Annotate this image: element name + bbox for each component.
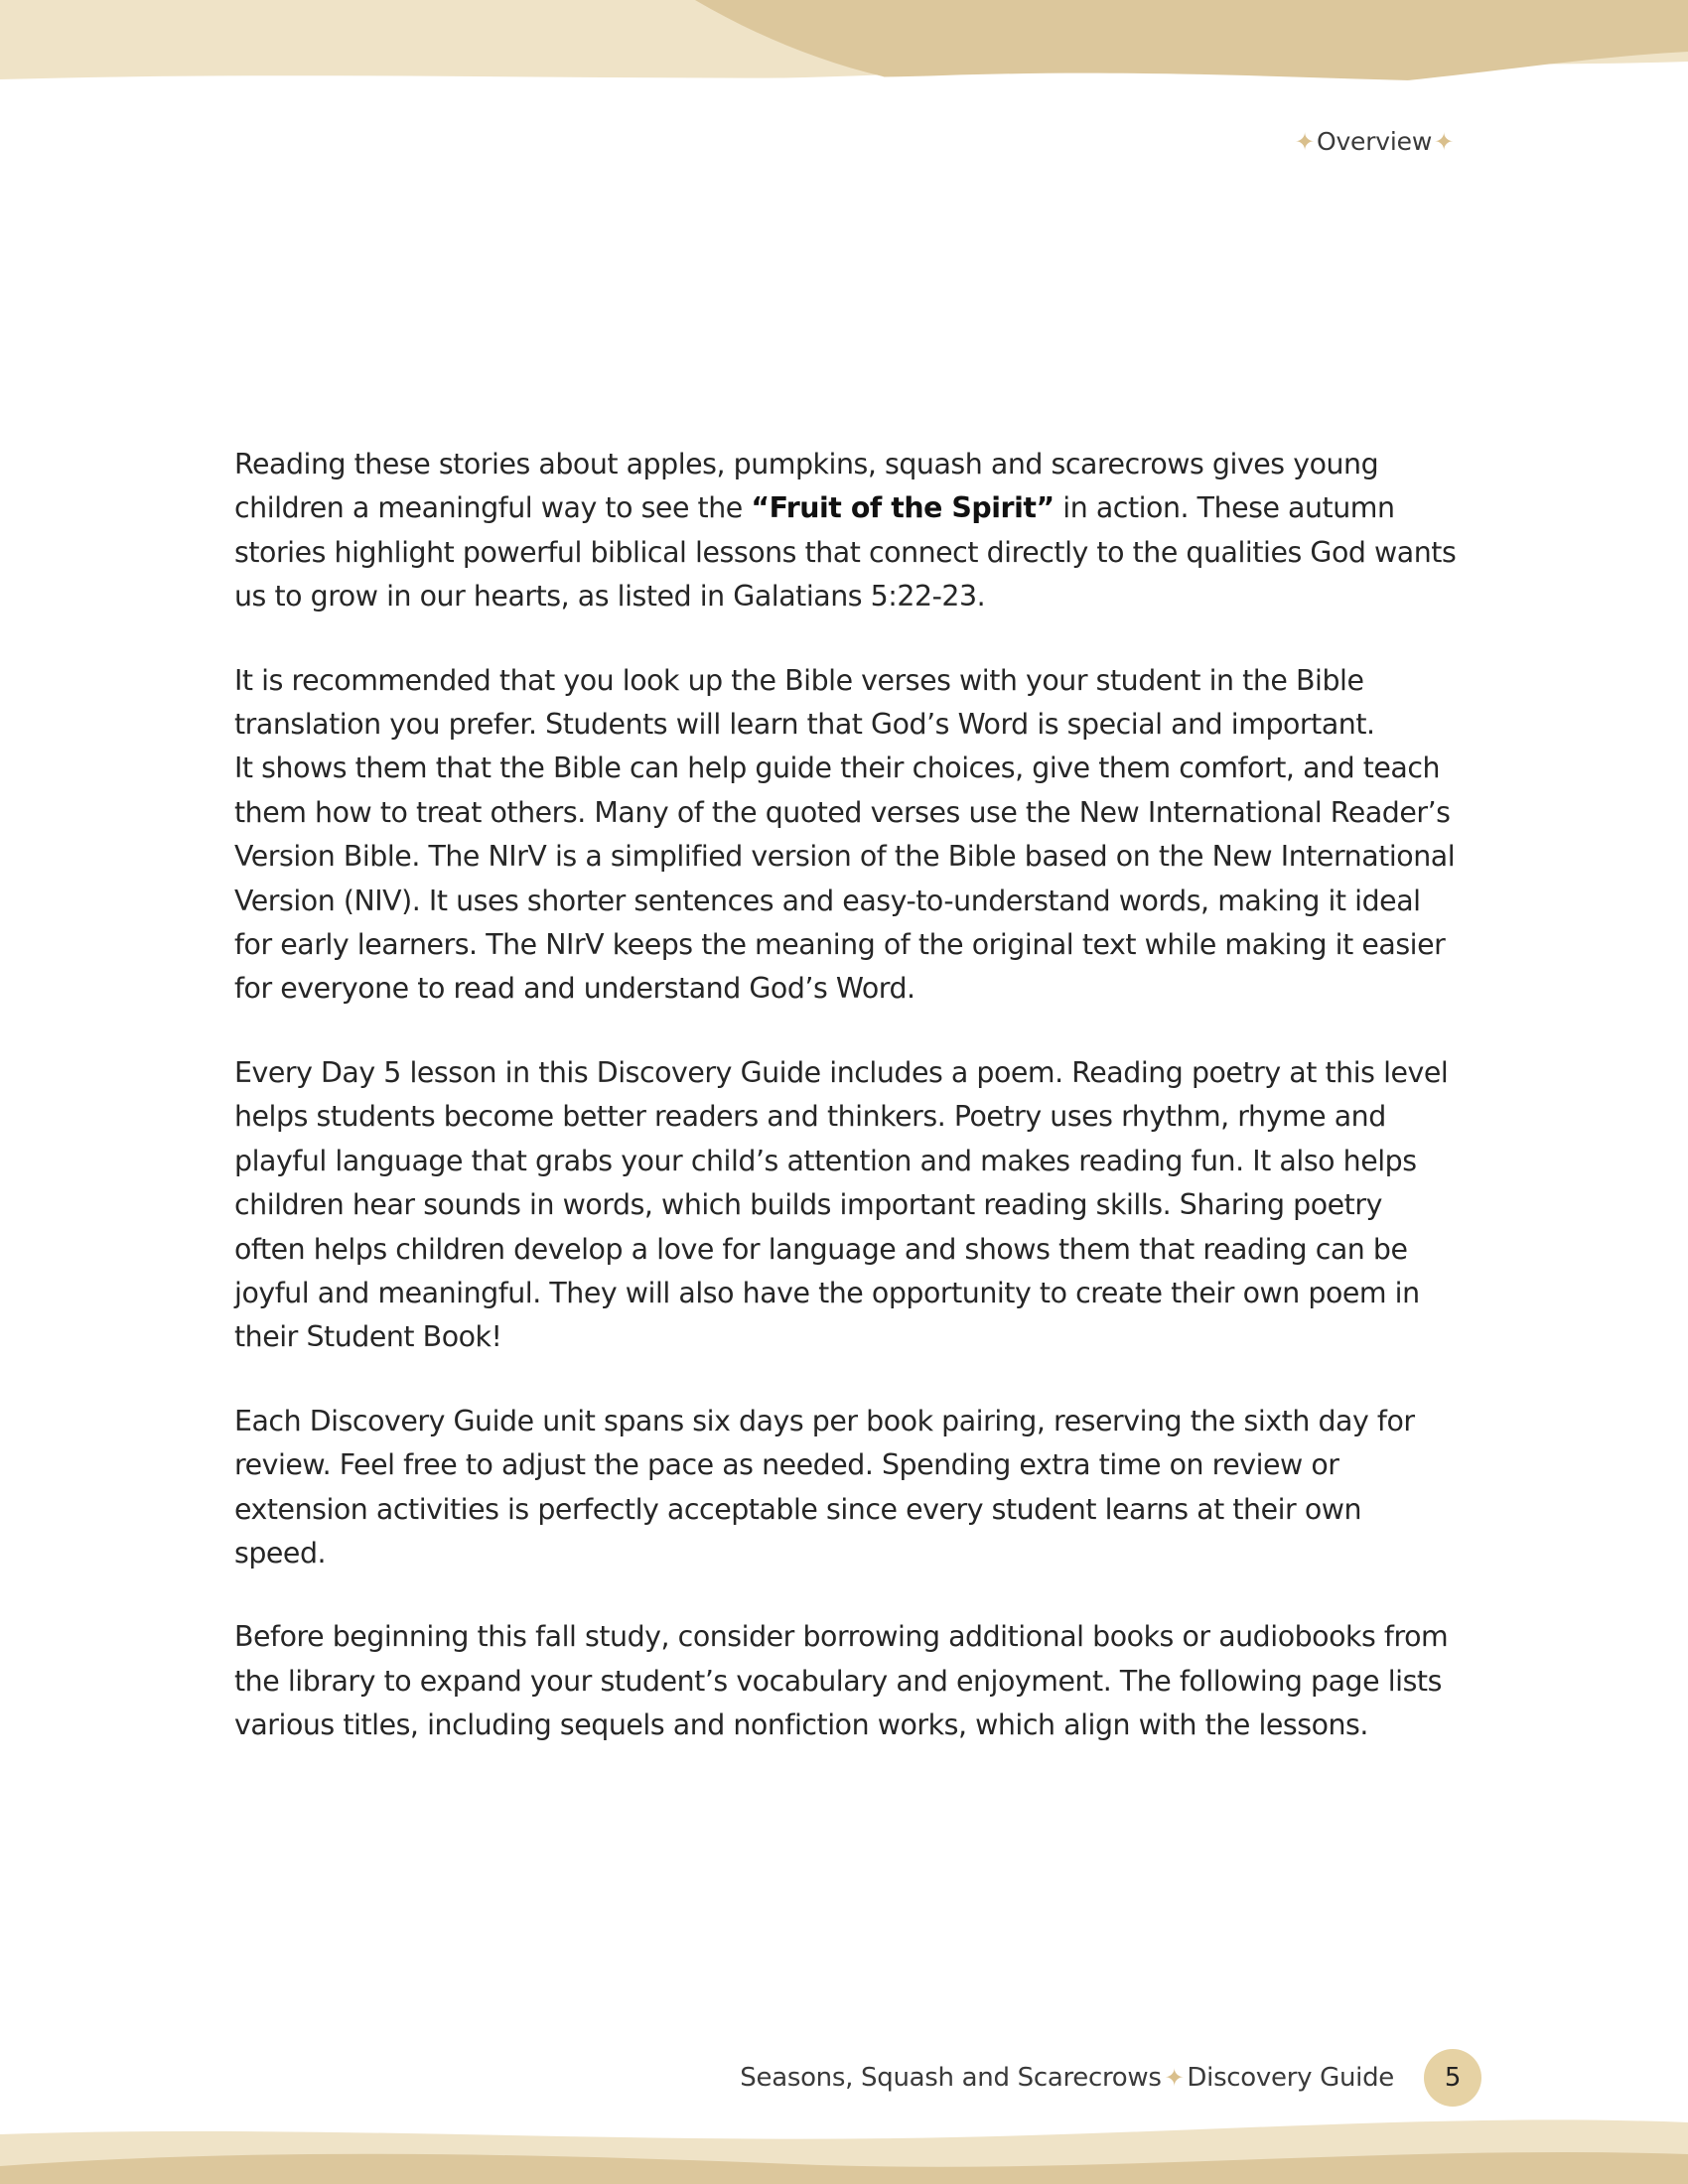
sparkle-icon: ✦ xyxy=(1434,127,1454,156)
paragraph-poetry: Every Day 5 lesson in this Discovery Guide includes a poem. Reading poetry at this level helps students become better readers and thinkers. Poetry uses rhythm, rhyme and playful language that grabs your child’s attention and makes reading fun. It also helps children hear sounds in words, which builds important reading skills. Sharing poetry often helps children develop a love for language and shows them that reading can be joyful and meaningful. They will also have the opportunity to create their own poem in their Student Book! xyxy=(234,1055,1449,1354)
top-wave-decoration xyxy=(0,0,1688,109)
footer-book-title: Seasons, Squash and Scarecrows xyxy=(740,2063,1162,2093)
sparkle-icon: ✦ xyxy=(1295,127,1315,156)
paragraph-library-books: Before beginning this fall study, consider borrowing additional books or audiobooks from the library to expand your student’s vocabulary and enjoyment. The following page lists various titles, including sequels and nonfiction works, which align with the lessons. xyxy=(234,1620,1449,1742)
body-content xyxy=(234,443,1461,1788)
bottom-wave-decoration xyxy=(0,2105,1688,2184)
page-footer xyxy=(740,2049,1481,2107)
bold-phrase: “Fruit of the Spirit” xyxy=(751,491,1055,525)
footer-guide-label: Discovery Guide xyxy=(1187,2063,1394,2093)
page-number-badge: 5 xyxy=(1424,2049,1481,2107)
paragraph-bible-verses: It is recommended that you look up the Bible verses with your student in the Bible translation you prefer. Students will learn that God’s Word is special and important. It shows them that the Bible can help guide their choices, give them comfort, and teach them how to treat others. Many of the quoted verses use the New International Reader’s Version Bible. The NIrV is a simplified version of the Bible based on the New International Version (NIV). It uses shorter sentences and easy-to-understand words, making it ideal for early learners. The NIrV keeps the meaning of the original text while making it easier for everyone to read and understand God’s Word. xyxy=(234,663,1456,1006)
section-label: Overview xyxy=(1316,127,1433,156)
section-header xyxy=(1295,127,1454,156)
paragraph-fruit-of-spirit: Reading these stories about apples, pumpkins, squash and scarecrows gives young children a meaningful way to see the “Fruit of the Spirit” in action. These autumn stories highlight powerful biblical lessons that connect directly to the qualities God wants us to grow in our hearts, as listed in Galatians 5:22-23. xyxy=(234,448,1457,614)
sparkle-icon: ✦ xyxy=(1164,2064,1185,2092)
paragraph-unit-pacing: Each Discovery Guide unit spans six days per book pairing, reserving the sixth day for review. Feel free to adjust the pace as needed. Spending extra time on review or extension activities is perfectly acceptable since every student learns at their own speed. xyxy=(234,1404,1415,1570)
